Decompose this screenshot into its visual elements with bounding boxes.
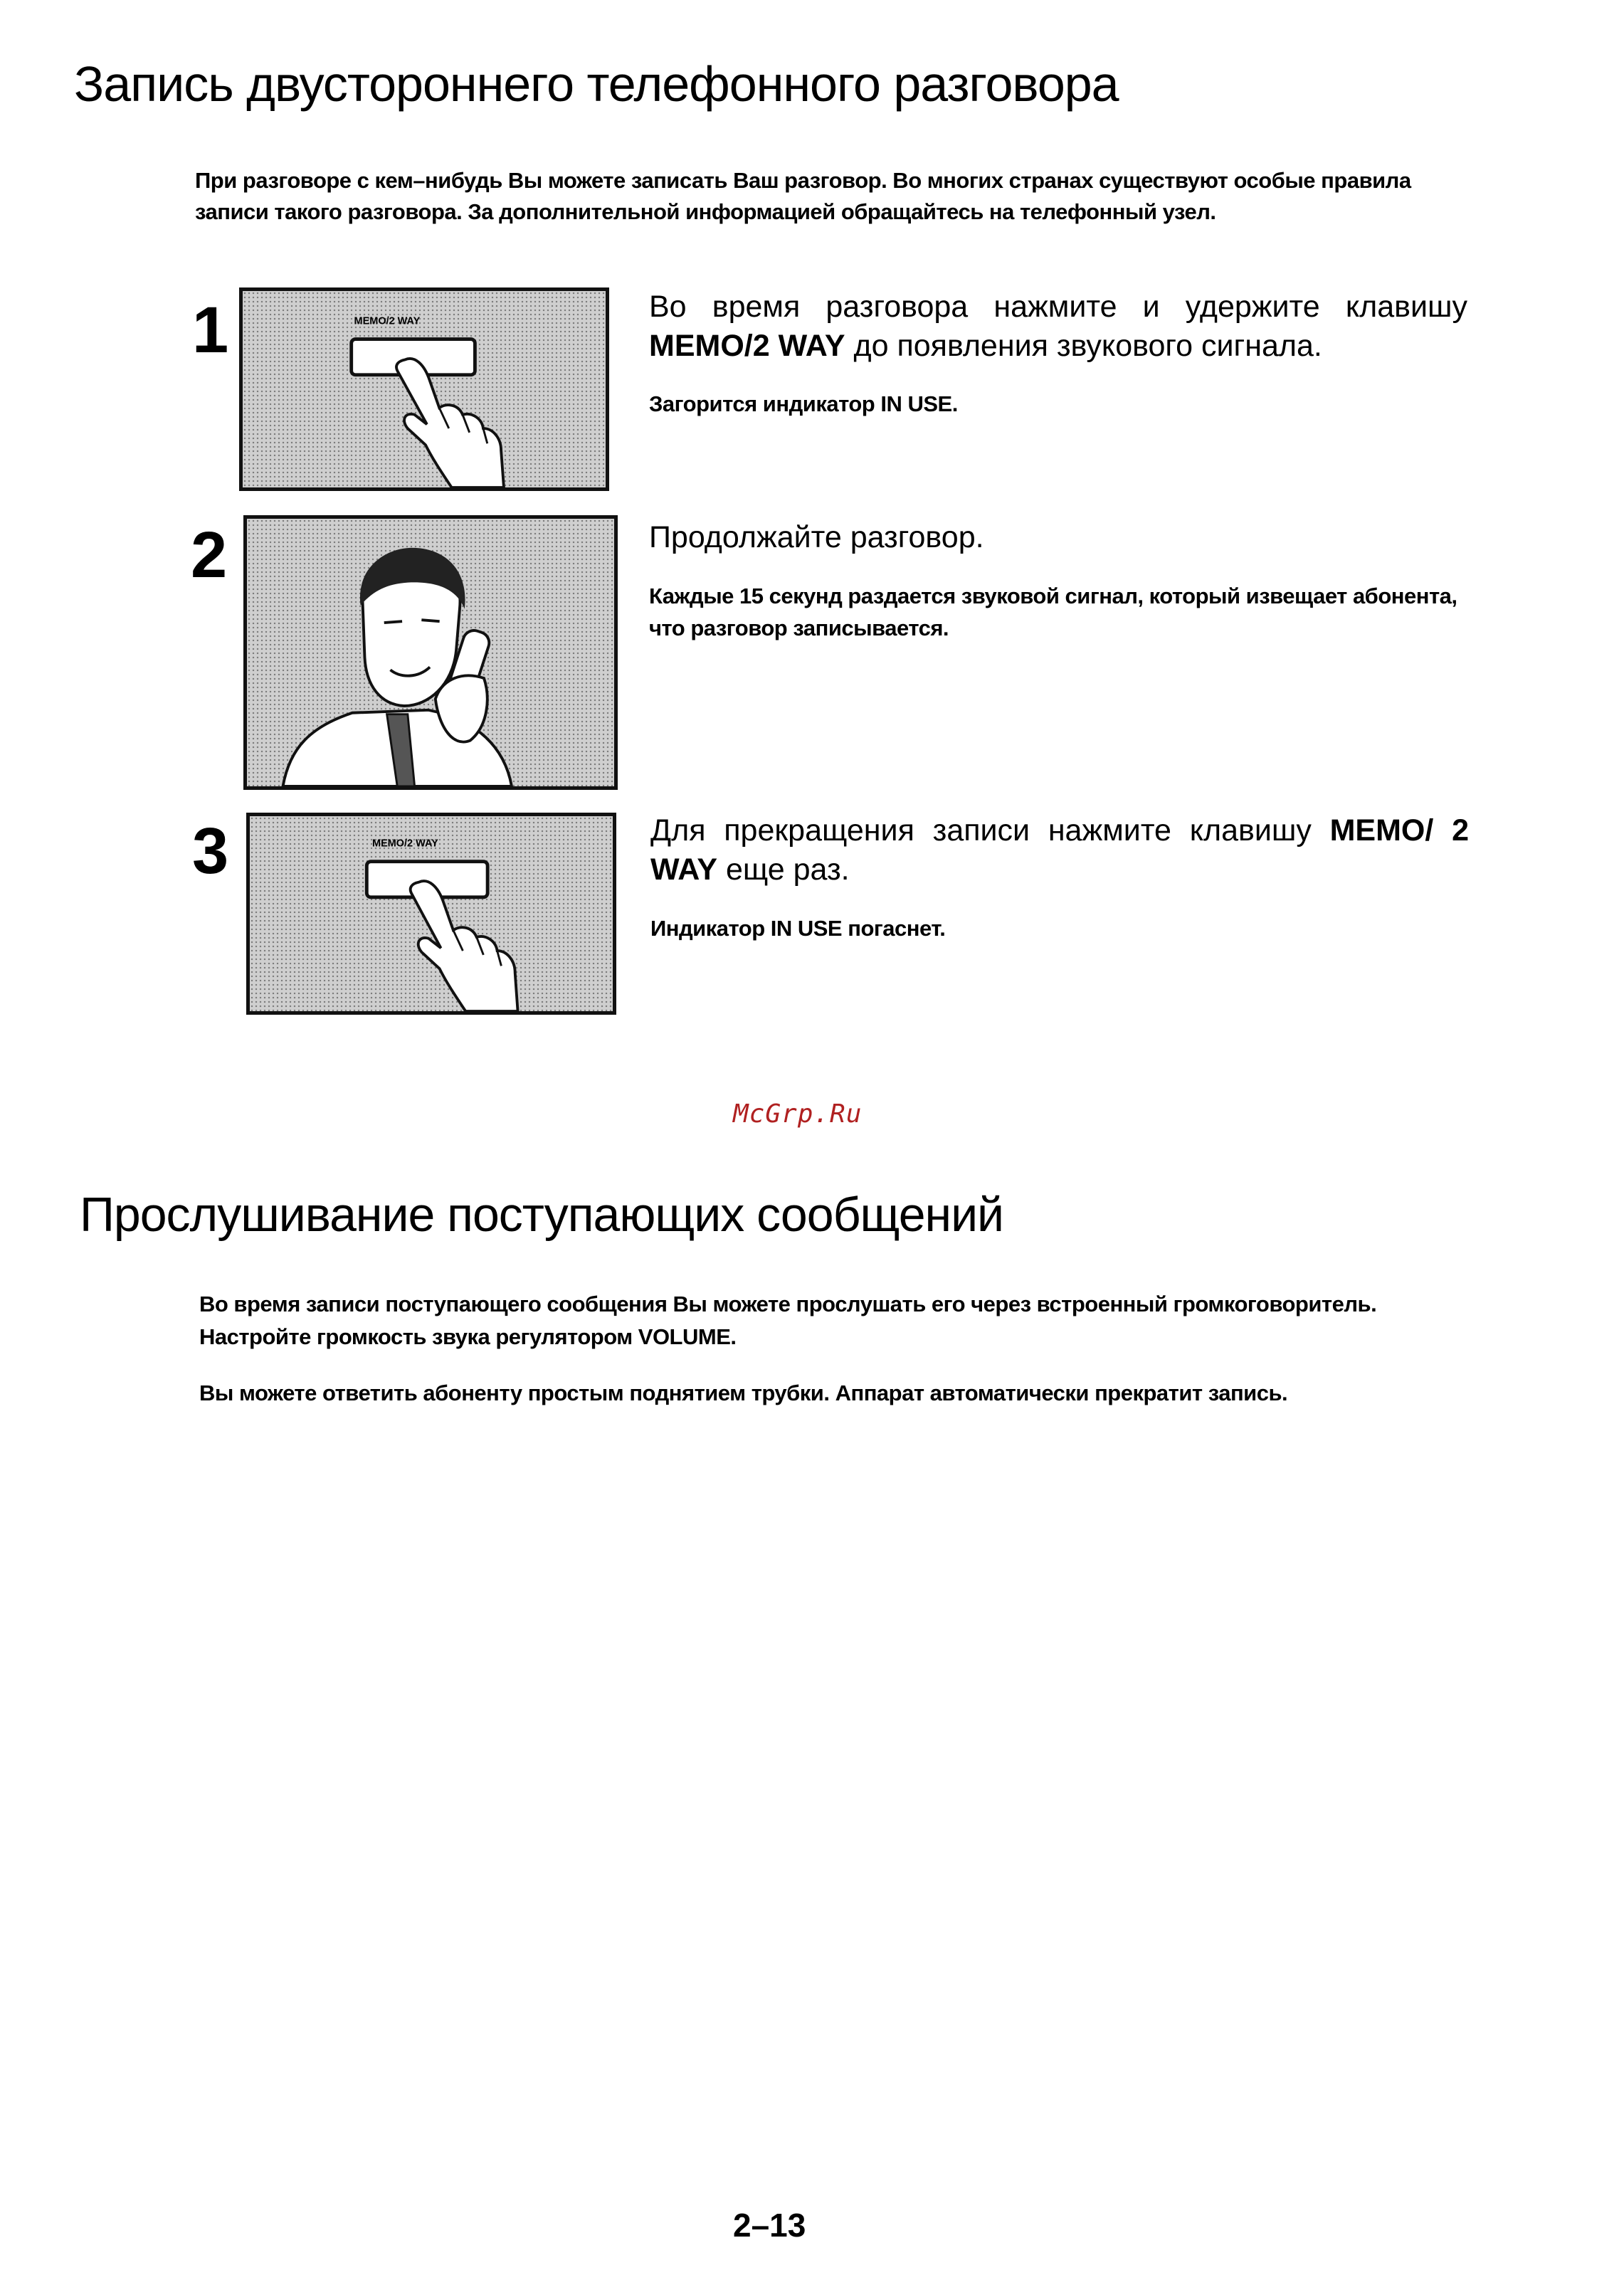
button-press-illustration [250, 816, 613, 1011]
step-1-number: 1 [192, 294, 229, 366]
step-2-number: 2 [191, 519, 228, 591]
button-press-illustration [243, 291, 606, 487]
pointing-hand-icon [411, 881, 518, 1011]
step-2-illustration [243, 515, 618, 790]
section2-title: Прослушивание поступающих сообщений [80, 1188, 1004, 1242]
step-1-key-name: MEMO/2 WAY [649, 329, 845, 363]
step-3-number: 3 [192, 815, 229, 887]
page-number: 2–13 [733, 2207, 806, 2244]
step-1-illustration [239, 287, 609, 491]
step-1-note: Загорится индикатор IN USE. [649, 391, 958, 416]
pointing-hand-icon [396, 359, 504, 487]
step-3-illustration [246, 813, 616, 1015]
step-1-instruction: Во время разговора нажмите и удержите клавишу MEMO/2 WAY до появления звукового сигнала. [649, 290, 1467, 363]
step-2-note: Каждые 15 секунд раздается звуковой сигнал, который извещает абонента, что разговор записывается. [649, 584, 1457, 640]
section1-title: Запись двустороннего телефонного разговора [74, 56, 1119, 112]
step-2-instruction: Продолжайте разговор. [649, 520, 984, 554]
step-3-instruction: Для прекращения записи нажмите клавишу MEMO/ 2 WAY еще раз. [650, 813, 1469, 887]
section1-intro: При разговоре с кем–нибудь Вы можете записать Ваш разговор. Во многих странах существуют особые правила записи такого разговора. За дополнительной информацией обращайтесь на телефонный узел. [195, 168, 1411, 224]
step-3-note: Индикатор IN USE погаснет. [650, 916, 946, 941]
section2-paragraph-2: Вы можете ответить абоненту простым поднятием трубки. Аппарат автоматически прекратит запись. [199, 1381, 1288, 1405]
step-3-panel-label: MEMO/2 WAY [372, 838, 438, 850]
step-1-panel-label: MEMO/2 WAY [354, 315, 421, 327]
step-3-key-name: MEMO/ 2 WAY [650, 813, 1469, 887]
man-on-phone-illustration [247, 519, 614, 786]
watermark-text: McGrp.Ru [733, 1099, 863, 1129]
section2-paragraph-1: Во время записи поступающего сообщения Вы можете прослушать его через встроенный громкоговоритель. Настройте громкость звука регулятором VOLUME. [199, 1292, 1377, 1349]
